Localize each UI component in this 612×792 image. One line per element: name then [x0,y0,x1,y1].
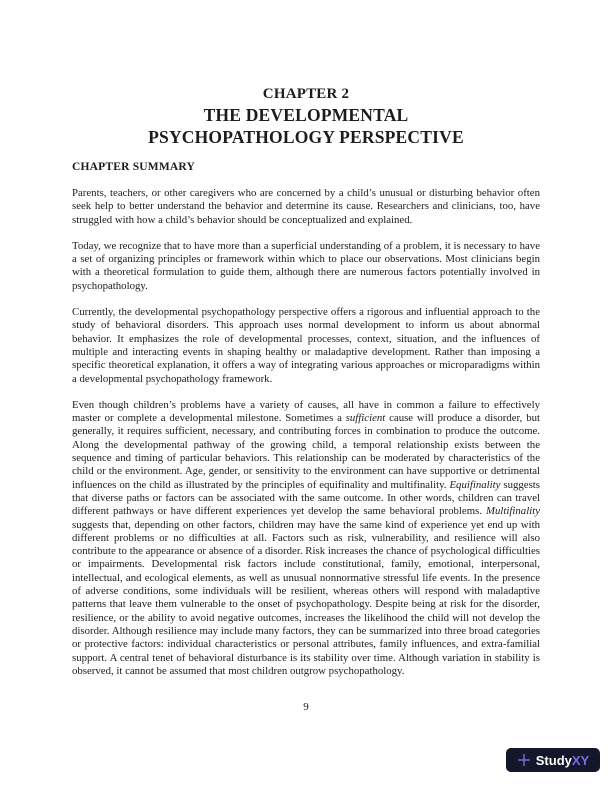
body-paragraph: Currently, the developmental psychopathology perspective offers a rigorous and influential approach to the study of behavioral disorders. This approach uses normal development to inform us about abnormal behavior. It emphasizes the role of developmental processes, context, situation, and the influences of multiple and interacting events in shaping healthy or maladaptive development. Rather than imposing a specific theoretical explanation, it offers a way of integrating various approaches or microparadigms within a developmental psychopathology framework. [72,306,540,385]
body-paragraph: Even though children’s problems have a variety of causes, all have in common a failure to effectively master or complete a developmental milestone. Sometimes a sufficient cause will produce a disorder, but generally, it requires sufficient, necessary, and contributing forces in combination to produce the outcome. Along the developmental pathway of the growing child, a temporal relationship exists between the sequence and timing of particular behaviors. This relationship can be moderated by characteristics of the child or the environment. Age, gender, or sensitivity to the environment can have supportive or detrimental influences on the child as illustrated by the principles of equifinality and multifinality. Equifinality suggests that diverse paths or factors can be associated with the same outcome. In other words, children can travel different pathways or have different experiences yet develop the same behavioral problems. Multifinality suggests that, depending on other factors, children may have the same kind of experience yet end up with different problems or no difficulties at all. Factors such as risk, vulnerability, and resilience will also contribute to the appearance or absence of a disorder. Risk increases the chance of psychological difficulties or impairments. Developmental risk factors include constitutional, family, emotional, interpersonal, intellectual, and ecological elements, as well as unusual nonnormative stressful life events. In the presence of adverse conditions, some individuals will be resilient, whereas others will respond with maladaptive patterns that leave them vulnerable to the onset of psychopathology. Despite being at risk for the disorder, resilience, or the ability to avoid negative outcomes, increases the likelihood the child will not develop the disorder. Although resilience may include many factors, they can be summarized into three broad categories or protective factors: individual characteristics or personal attributes, family influences, and extra-familial support. A central tenet of behavioral disturbance is its stability over time. Although variation in stability is observed, it cannot be assumed that most children outgrow psychopathology. [72,398,540,677]
body-paragraph: Parents, teachers, or other caregivers who are concerned by a child’s unusual or disturbing behavior often seek help to better understand the behavior and determine its cause. Researchers and clinicians, too, have struggled with how a child’s behavior should be conceptualized and explained. [72,187,540,226]
plus-icon [517,753,531,767]
logo-text-primary: Study [535,752,572,768]
chapter-title-line1: THE DEVELOPMENTAL [203,105,409,125]
chapter-label: CHAPTER 2 [262,86,350,102]
logo-wordmark [536,753,589,768]
chapter-summary-body [72,187,540,678]
page-content [72,85,540,691]
section-heading: CHAPTER SUMMARY [72,161,196,173]
chapter-title-line2: PSYCHOPATHOLOGY PERSPECTIVE [148,127,464,147]
chapter-title [72,104,540,148]
logo-text-accent: XY [571,752,590,768]
studyxy-logo-badge [506,748,600,772]
page-number: 9 [303,701,309,713]
body-paragraph: Today, we recognize that to have more than a superficial understanding of a problem, it is necessary to have a set of organizing principles or framework within which to place our observations. Most clinicians begin with a theoretical formulation to guide them, although there are numerous factors potentially involved in psychopathology. [72,239,540,292]
